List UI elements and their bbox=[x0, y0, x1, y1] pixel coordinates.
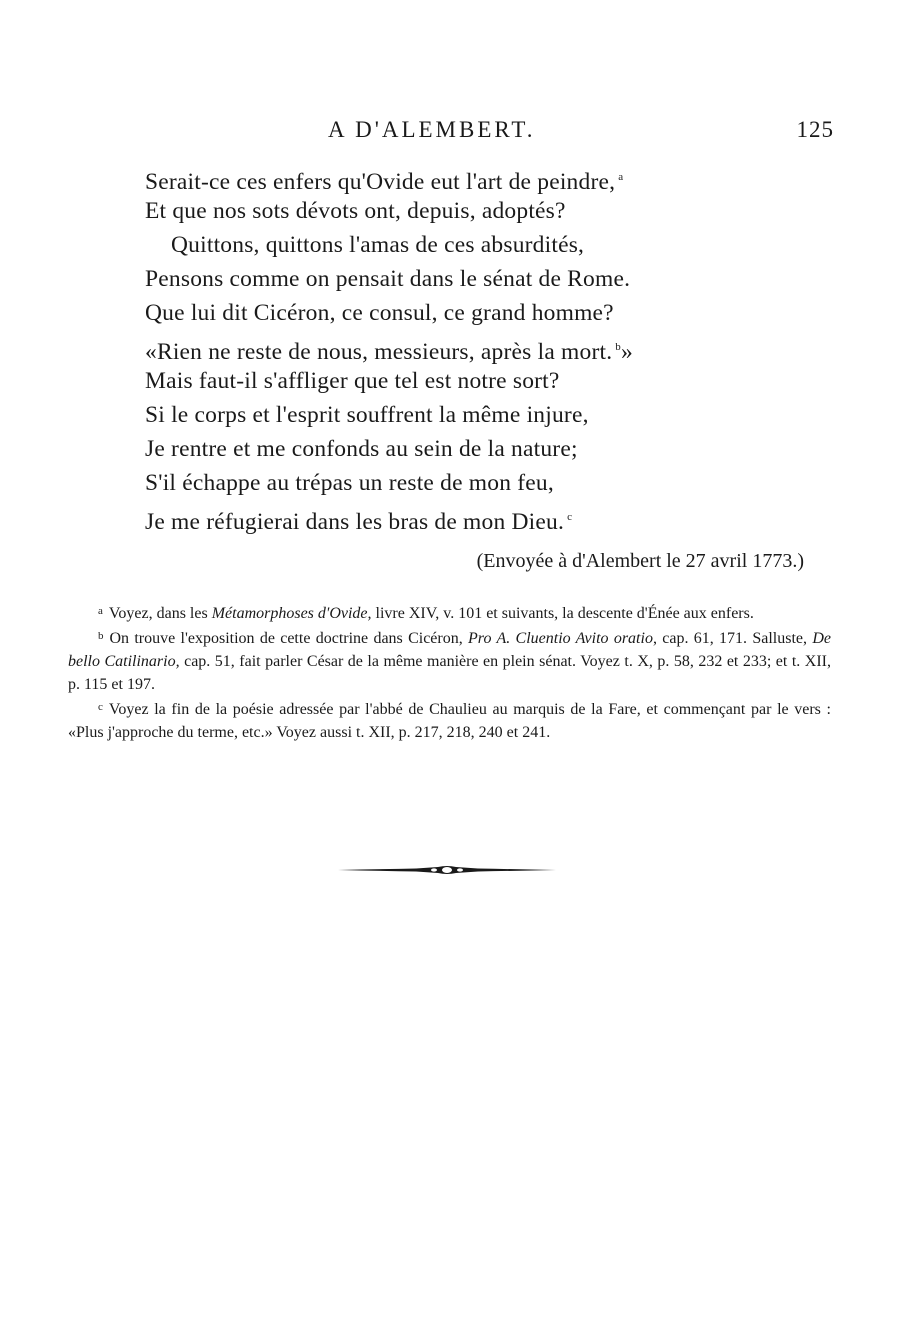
footnote-ref-b: b bbox=[615, 341, 621, 353]
footnote-ref-c: c bbox=[567, 511, 573, 523]
verse-line: Je rentre et me confonds au sein de la nature; bbox=[145, 436, 578, 462]
footnote-c: $^c$ Voyez la fin de la poésie adressée par l'abbé de Chaulieu au marquis de la Fare, et commençant par le vers : «Plus j'approche du terme, etc.» Voyez aussi t. XII, p. 217, 218, 240 et 241. bbox=[68, 701, 831, 741]
verse-line: Si le corps et l'esprit souffrent la même injure, bbox=[145, 402, 589, 428]
verse-line: Serait-ce ces enfers qu'Ovide eut l'art de peindre, $^a$ bbox=[145, 169, 624, 195]
poem-verses bbox=[145, 160, 845, 534]
verse-line: Mais faut-il s'affliger que tel est notre sort? bbox=[145, 368, 560, 394]
verse-line: Pensons comme on pensait dans le sénat de Rome. bbox=[145, 266, 631, 292]
page-number: 125 bbox=[796, 117, 834, 142]
verse-line: «Rien ne reste de nous, messieurs, après la mort. $^b$» bbox=[145, 339, 633, 365]
verse-line: S'il échappe au trépas un reste de mon feu, bbox=[145, 470, 554, 496]
footnote-ref-a: a bbox=[618, 171, 624, 183]
verse-line: Et que nos sots dévots ont, depuis, adoptés? bbox=[145, 198, 566, 224]
tailpiece-ornament-icon bbox=[338, 861, 556, 879]
verse-line: Quittons, quittons l'amas de ces absurdités, bbox=[171, 232, 585, 258]
envoi-date-line: (Envoyée à d'Alembert le 27 avril 1773.) bbox=[476, 550, 804, 572]
verse-line: Que lui dit Cicéron, ce consul, ce grand homme? bbox=[145, 300, 614, 326]
verse-line: Je me réfugierai dans les bras de mon Dieu. $^c$ bbox=[145, 509, 573, 535]
footnote-b: $^b$ On trouve l'exposition de cette doctrine dans Cicéron, Pro A. Cluentio Avito oratio, cap. 61, 171. Salluste, De bello Catilinario, cap. 51, fait parler César de la même manière en plein sénat. Voyez t. X, p. 58, 232 et 233; et t. XII, p. 115 et 197. bbox=[68, 630, 831, 693]
footnote-a: $^a$ Voyez, dans les Métamorphoses d'Ovide, livre XIV, v. 101 et suivants, la descente d'Énée aux enfers. bbox=[98, 605, 754, 622]
running-header bbox=[0, 117, 900, 147]
footnotes bbox=[68, 600, 831, 744]
running-title: A D'ALEMBERT. bbox=[328, 117, 536, 142]
